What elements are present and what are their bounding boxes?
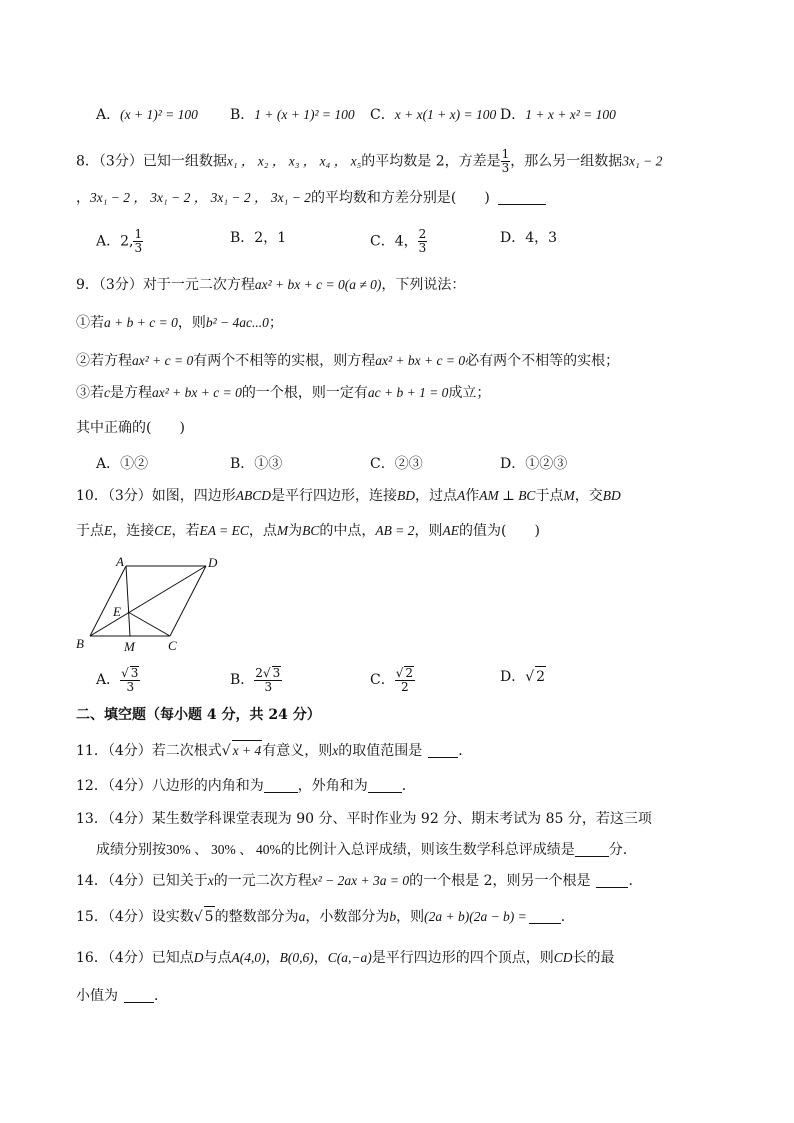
q14-answer-blank[interactable] — [596, 872, 628, 888]
q8-variance-fraction: $\frac{1}{3}$ — [501, 147, 510, 175]
label-b: B — [76, 636, 84, 651]
q8-line2: ，3x₁ − 2 ， 3x₁ − 2 ， 3x₁ − 2 ， 3x₁ − 2的平均数和方差分别是( ) — [76, 188, 546, 208]
q12-blank-exterior[interactable] — [368, 777, 402, 793]
q13-answer-blank[interactable] — [575, 841, 609, 857]
q8-option-d[interactable]: D．4，3 — [500, 230, 558, 246]
label-m: M — [124, 639, 135, 654]
q14: 14．（4分）已知关于x的一元二次方程x² − 2ax + 3a = 0的一个根是 2，则另一个根是 ． — [76, 873, 643, 889]
q7-option-c[interactable]: C．x + x(1 + x) = 100 — [370, 107, 497, 123]
segment-am — [126, 566, 130, 636]
q15: 15．（4分）设实数√ 5的整数部分为a，小数部分为b，则(2a + b)(2a − b) = ． — [76, 906, 575, 927]
q10-option-c[interactable]: C． $\frac{√ 2}{2}$ — [370, 666, 414, 694]
q7-option-b[interactable]: B．1 + (x + 1)² = 100 — [230, 107, 355, 123]
q9-option-d[interactable]: D．①②③ — [500, 456, 568, 472]
segment-bd — [90, 566, 206, 636]
q8-option-a[interactable]: A．2, $\frac{1}{3}$ — [96, 227, 143, 255]
q15-answer-blank[interactable] — [529, 908, 561, 924]
q10-option-a[interactable]: A． $\frac{√ 3}{3}$ — [96, 666, 139, 694]
q8-option-b[interactable]: B．2，1 — [230, 230, 287, 246]
q16-line2: 小值为 ． — [76, 988, 168, 1004]
q16-answer-blank[interactable] — [124, 987, 154, 1003]
q9-stem: 9．（3分）对于一元二次方程ax² + bx + c = 0(a ≠ 0)，下列说法： — [76, 277, 466, 293]
label-c: C — [168, 638, 177, 653]
q8-answer-blank[interactable] — [498, 189, 546, 205]
q12: 12．（4分）八边形的内角和为 ，外角和为 ． — [76, 778, 416, 794]
q11-answer-blank[interactable] — [428, 742, 458, 758]
q10-option-d[interactable]: D．√ 2 — [500, 666, 546, 687]
label-e: E — [113, 604, 121, 619]
q9-statement-2: ②若方程ax² + c = 0有两个不相等的实根，则方程ax² + bx + c = 0必有两个不相等的实根； — [76, 353, 620, 369]
q10-line2: 于点E，连接CE，若EA = EC，点M为BC的中点，AB = 2，则AE的值为( ) — [76, 523, 540, 539]
segment-ec — [128, 612, 170, 636]
label-d: D — [208, 555, 218, 570]
q9-statement-1: ①若a + b + c = 0，则b² − 4ac...0； — [76, 315, 283, 331]
q8-line1: 8．（3分）已知一组数据x₁ ， x₂ ， x₃ ， x₄ ， x₅的平均数是 2，方差是 $\frac{1}{3}$ ，那么另一组数据3x₁ − 2 — [76, 147, 663, 175]
q12-blank-interior[interactable] — [264, 777, 298, 793]
q8-option-c[interactable]: C．4， $\frac{2}{3}$ — [370, 227, 427, 255]
q9-option-a[interactable]: A．①② — [96, 456, 149, 472]
q10-line1: 10．（3分）如图，四边形ABCD是平行四边形，连接BD，过点A作AM ⊥ BC于点M，交BD — [76, 488, 621, 504]
q9-option-c[interactable]: C．②③ — [370, 456, 423, 472]
q9-statement-3: ③若c是方程ax² + bx + c = 0的一个根，则一定有ac + b + 1 = 0成立； — [76, 385, 491, 401]
q10-option-b[interactable]: B． $\frac{2√ 3}{3}$ — [230, 666, 281, 694]
q11: 11．（4分）若二次根式√ x + 4有意义，则x的取值范围是 ． — [76, 740, 472, 761]
label-a: A — [116, 554, 124, 569]
q16-line1: 16．（4分）已知点D与点A(4,0)，B(0,6)，C(a,−a)是平行四边形的四个顶点，则CD长的最 — [76, 950, 615, 966]
q13-line1: 13．（4分）某生数学科课堂表现为 90 分、平时作业为 92 分、期末考试为 85 分，若这三项 — [76, 811, 652, 827]
q7-option-d[interactable]: D．1 + x + x² = 100 — [500, 107, 616, 123]
q7-option-a[interactable]: A．(x + 1)² = 100 — [96, 107, 198, 123]
q9-option-b[interactable]: B．①③ — [230, 456, 283, 472]
q9-question: 其中正确的( ) — [76, 420, 185, 436]
q13-line2: 成绩分别按30% 、 30% 、 40%的比例计入总评成绩，则该生数学科总评成绩是 分. — [96, 842, 628, 858]
parallelogram-figure — [70, 552, 230, 658]
section-fill-in-title: 二、填空题（每小题 4 分，共 24 分） — [76, 707, 321, 723]
